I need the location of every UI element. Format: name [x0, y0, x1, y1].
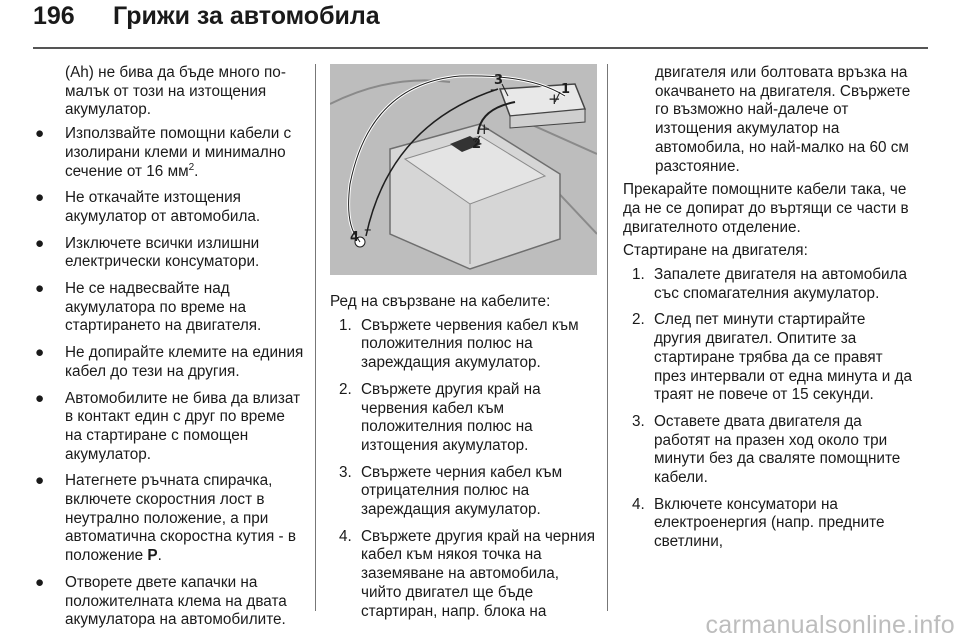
list-item-text: Не се надвесвайте над акумулатора по време на стартирането на двигателя. [65, 280, 262, 335]
engine-bay-drawing [330, 64, 597, 275]
list-item-text: Отворете двете капачки на положителната клема на двата акумулатора на автомобилите. [65, 573, 287, 629]
list-item [623, 496, 913, 552]
bullet-icon: ● [35, 280, 45, 298]
connection-steps [330, 317, 596, 622]
column-divider-right [607, 64, 608, 611]
page-title: Грижи за автомобила [113, 2, 380, 30]
list-item [330, 528, 596, 622]
list-item [330, 464, 596, 520]
cable-routing-paragraph: Прекарайте помощните кабели така, че да не се допират до въртящи се части в двигателното отделение. [623, 181, 909, 236]
gear-position-p: P [147, 547, 158, 565]
list-item [33, 125, 305, 181]
step-text: Включете консуматори на електроенергия (напр. предните светлини, [654, 495, 885, 551]
list-item [330, 381, 596, 456]
list-item [33, 574, 305, 630]
list-item-text: Не допирайте клемите на единия кабел до тези на другия. [65, 344, 304, 380]
bullet-icon: ● [35, 189, 45, 207]
callout-1: 1 [561, 82, 571, 97]
step-continuation: двигателя или болтовата връзка на окачването на двигателя. Свържете го възможно най-далече от изтощения акумулатор на автомобила, но най-малко на 60 см разстояние. [655, 64, 911, 175]
step-number: 1. [339, 316, 352, 334]
step-number: 1. [632, 266, 645, 284]
connection-order-heading: Ред на свързване на кабелите: [330, 293, 551, 310]
precautions-list [33, 125, 305, 630]
positive-sign: + [548, 90, 561, 108]
list-item [623, 413, 913, 488]
header-divider [33, 47, 928, 49]
step-text: Запалете двигателя на автомобила със спомагателния акумулатор. [654, 266, 907, 302]
step-number: 3. [632, 412, 645, 430]
negative-sign: – [490, 80, 498, 98]
page-number: 196 [33, 2, 75, 30]
bullet-icon: ● [35, 344, 45, 362]
step-text: Свържете другия край на червения кабел към положителния полюс на изтощения акумулатор. [361, 380, 541, 454]
list-item [33, 280, 305, 336]
list-item [33, 472, 305, 566]
column-right [623, 64, 913, 560]
callout-3: 3 [494, 73, 504, 88]
intro-continuation: (Ah) не бива да бъде много по-малък от този на изтощения акумулатор. [65, 64, 286, 119]
engine-start-heading: Стартиране на двигателя: [623, 242, 808, 260]
negative-sign: – [364, 220, 372, 238]
list-item-text: Не откачайте изтощения акумулатор от автомобила. [65, 189, 261, 225]
list-item-text: Изключете всички излишни електрически консуматори. [65, 234, 260, 271]
step-number: 2. [339, 380, 352, 398]
bullet-icon: ● [35, 389, 45, 407]
list-item [33, 390, 305, 465]
step-text: След пет минути стартирайте другия двигател. Опитите за стартиране трябва да се правят през интервали от една минута и да траят не повече от 15 секунди. [654, 311, 912, 404]
step-number: 3. [339, 463, 352, 481]
list-item-text-end: . [194, 162, 199, 180]
engine-start-steps [623, 266, 913, 552]
step-text: Оставете двата двигателя да работят на празен ход около три минути без да сваляте помощните кабели. [654, 412, 901, 487]
watermark: carmanualsonline.info [705, 611, 955, 639]
bullet-icon: ● [35, 125, 45, 143]
column-divider-left [315, 64, 316, 611]
step-number: 4. [339, 527, 352, 545]
list-item [33, 189, 305, 226]
list-item-text: Автомобилите не бива да влизат в контакт един с друг по време на стартиране с помощен акумулатор. [65, 389, 301, 463]
step-text: Свържете черния кабел към отрицателния полюс на зареждащия акумулатор. [361, 463, 563, 519]
list-item [33, 235, 305, 272]
step-text: Свържете червения кабел към положителния полюс на зареждащия акумулатор. [361, 316, 579, 372]
list-item-text: Използвайте помощни кабели с изолирани клеми и минимално сечение от 16 мм [65, 125, 292, 180]
battery-jump-start-illustration [330, 64, 597, 275]
column-left [33, 64, 305, 638]
list-item [623, 266, 913, 303]
bullet-icon: ● [35, 472, 45, 490]
callout-2: 2 [472, 137, 482, 152]
positive-sign: + [478, 120, 491, 138]
step-number: 4. [632, 495, 645, 513]
callout-4: 4 [350, 230, 360, 245]
superscript: 2 [188, 161, 195, 173]
column-middle [330, 293, 596, 629]
list-item-text: Натегнете ръчната спирачка, включете скоростния лост в неутрално положение, а при автоматична скоростна кутия - в положение [65, 472, 297, 565]
list-item [33, 344, 305, 381]
list-item-text-end: . [157, 547, 162, 565]
bullet-icon: ● [35, 234, 45, 252]
bullet-icon: ● [35, 573, 45, 591]
step-number: 2. [632, 311, 645, 329]
step-text: Свържете другия край на черния кабел към някоя точка на заземяване на автомобила, чийто двигател ще бъде стартиран, напр. блока на [361, 527, 596, 620]
list-item [623, 311, 913, 405]
list-item [330, 317, 596, 373]
